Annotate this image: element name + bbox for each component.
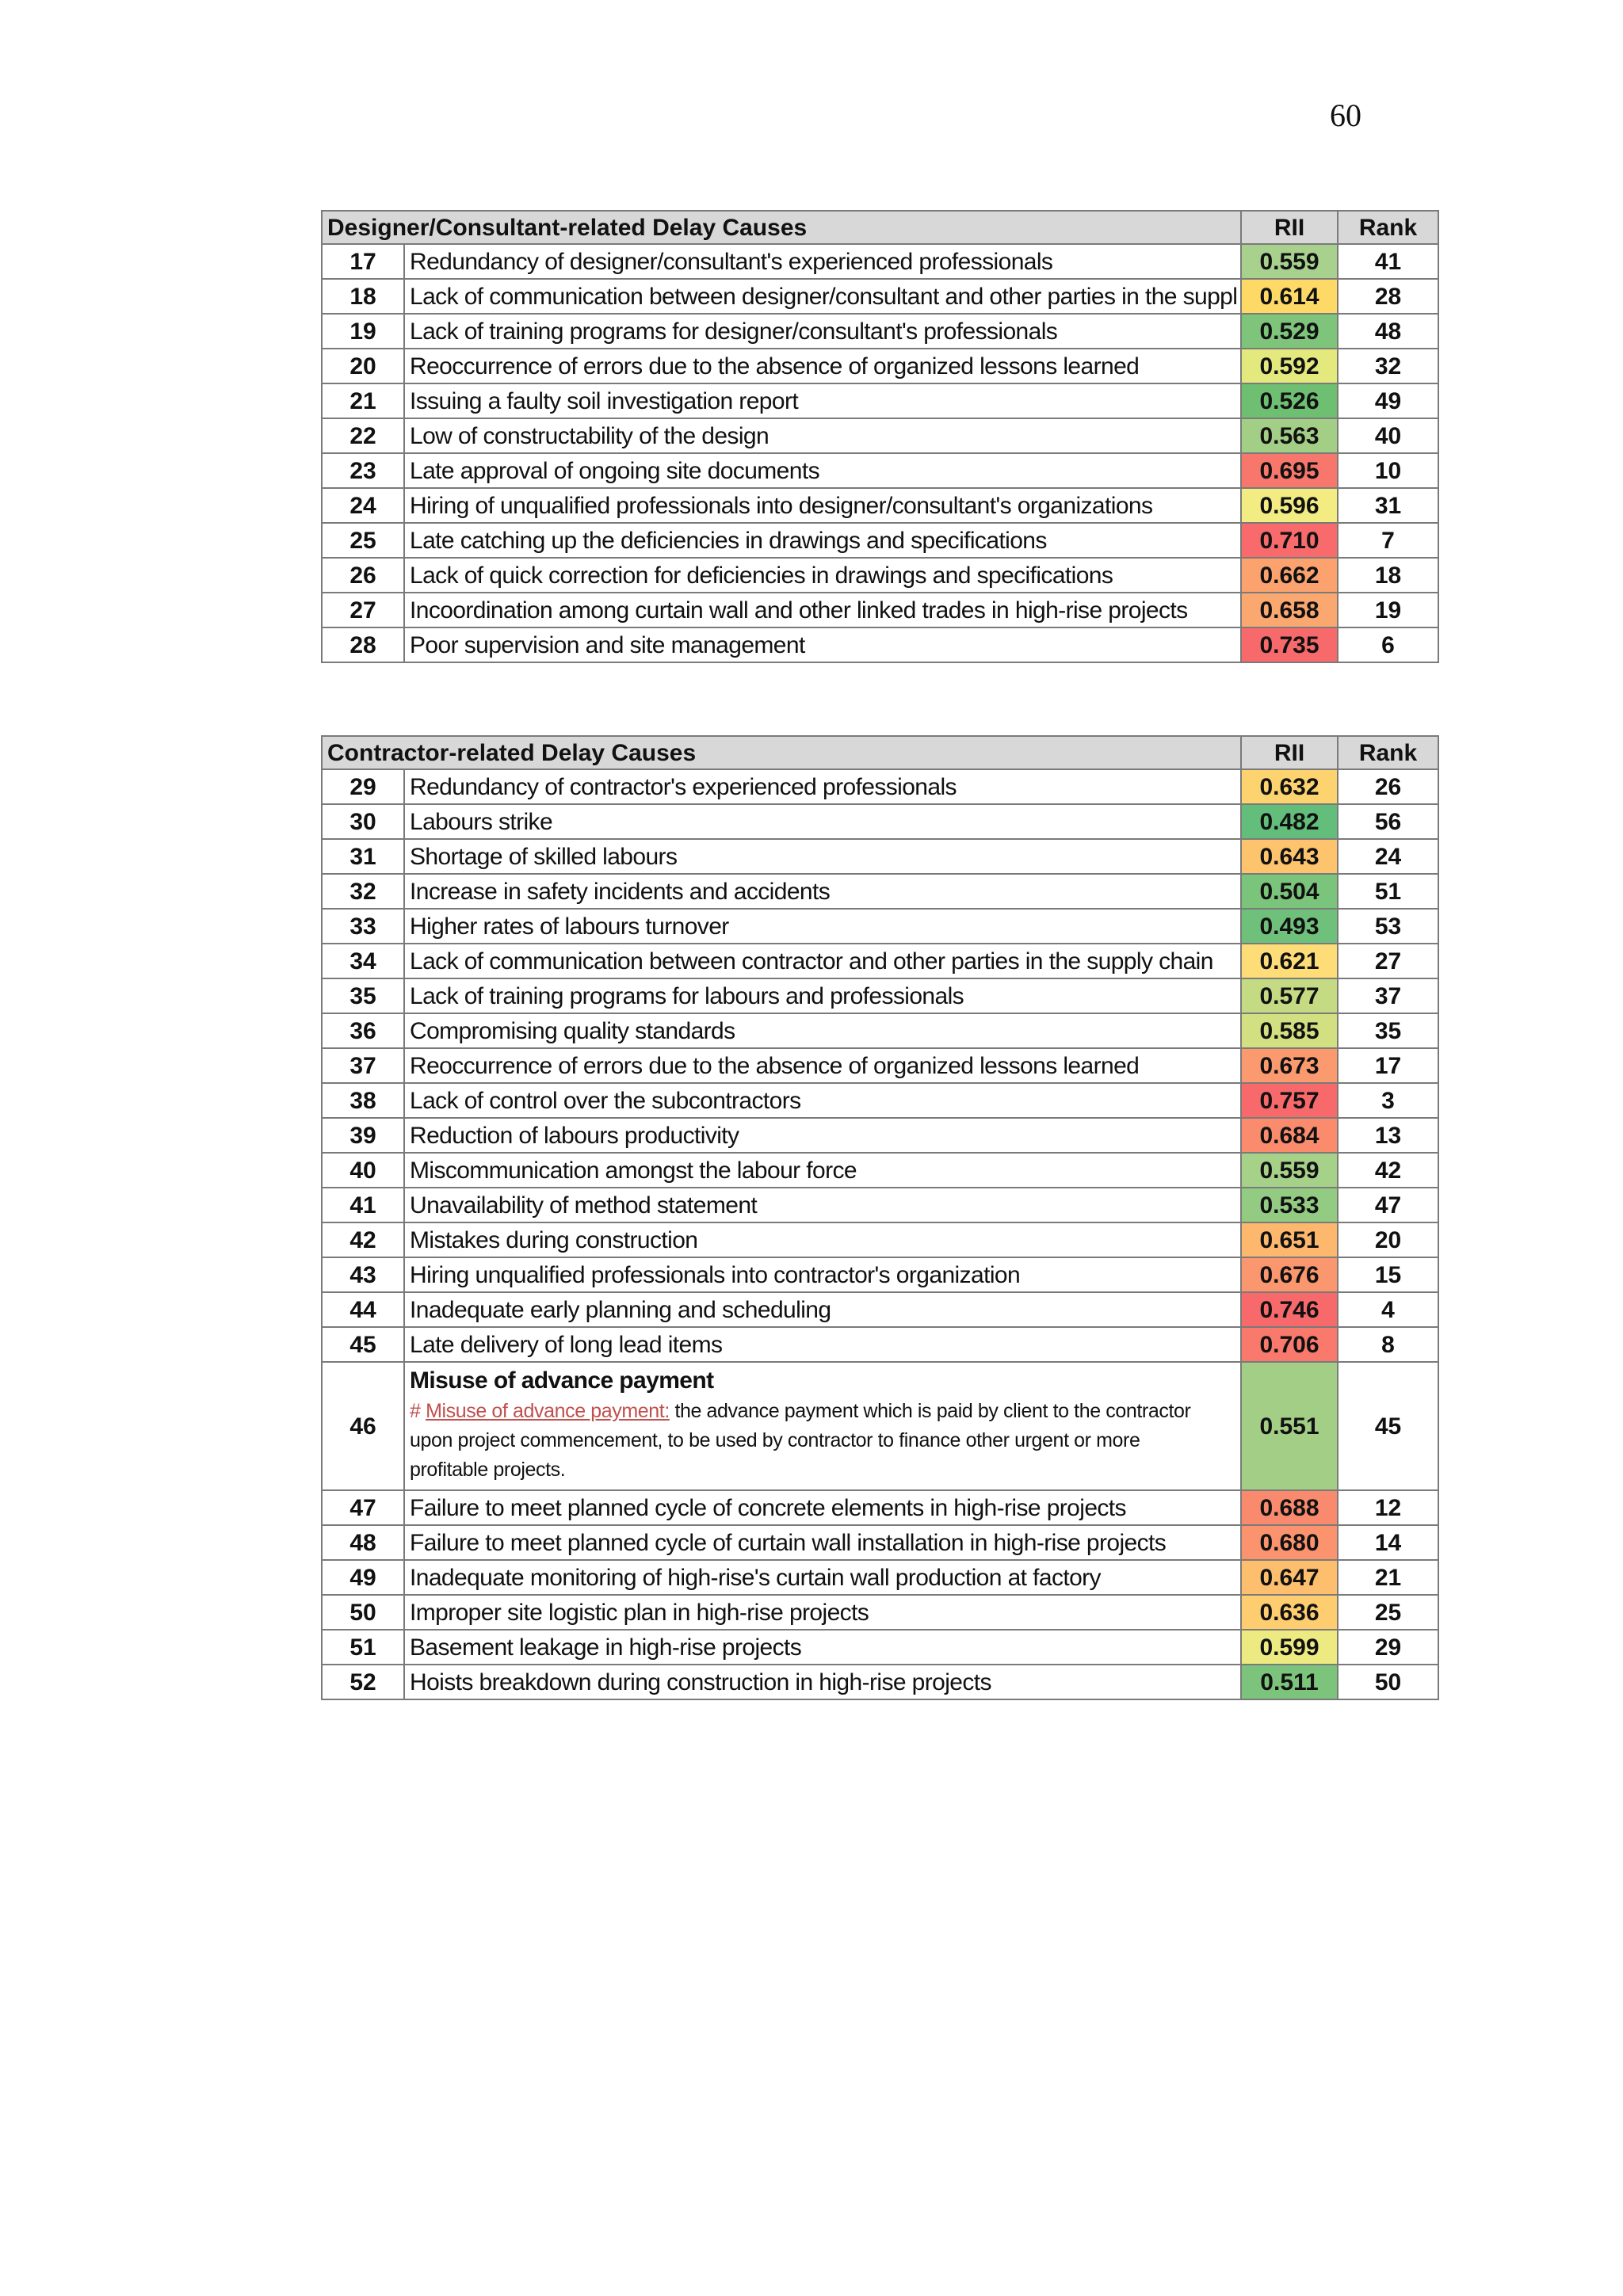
table-row <box>322 488 1438 523</box>
rii-value: 0.658 <box>1241 593 1338 627</box>
rank-value: 6 <box>1338 627 1438 662</box>
rii-value: 0.680 <box>1241 1525 1338 1560</box>
rank-column-header: Rank <box>1338 211 1438 244</box>
definition-term: Misuse of advance payment: <box>426 1400 670 1422</box>
cause-number: 38 <box>322 1083 404 1118</box>
rii-value: 0.511 <box>1241 1665 1338 1699</box>
cause-description: Basement leakage in high-rise projects <box>404 1630 1241 1665</box>
rank-value: 56 <box>1338 804 1438 839</box>
table-row <box>322 453 1438 488</box>
cause-description: Inadequate early planning and scheduling <box>404 1292 1241 1327</box>
rii-column-header: RII <box>1241 736 1338 769</box>
rank-column-header: Rank <box>1338 736 1438 769</box>
cause-description: Lack of control over the subcontractors <box>404 1083 1241 1118</box>
definition-line <box>410 1397 1235 1426</box>
cause-description: Improper site logistic plan in high-rise projects <box>404 1595 1241 1630</box>
table-row <box>322 874 1438 909</box>
table-row <box>322 593 1438 627</box>
cause-number: 48 <box>322 1525 404 1560</box>
rank-value: 49 <box>1338 383 1438 418</box>
cause-number: 33 <box>322 909 404 944</box>
table-row <box>322 804 1438 839</box>
rank-value: 42 <box>1338 1153 1438 1188</box>
cause-description: Reoccurrence of errors due to the absence of organized lessons learned <box>404 349 1241 383</box>
rii-value: 0.636 <box>1241 1595 1338 1630</box>
cause-number: 30 <box>322 804 404 839</box>
cause-description: Redundancy of designer/consultant's experienced professionals <box>404 244 1241 279</box>
cause-number: 31 <box>322 839 404 874</box>
rii-value: 0.614 <box>1241 279 1338 314</box>
rii-value: 0.695 <box>1241 453 1338 488</box>
cause-number: 28 <box>322 627 404 662</box>
rii-value: 0.529 <box>1241 314 1338 349</box>
table-row <box>322 1490 1438 1525</box>
cause-description: Lack of training programs for labours and professionals <box>404 978 1241 1013</box>
rank-value: 37 <box>1338 978 1438 1013</box>
rank-value: 31 <box>1338 488 1438 523</box>
rank-value: 24 <box>1338 839 1438 874</box>
table-row <box>322 909 1438 944</box>
contractor-delay-table <box>321 735 1439 1700</box>
cause-number: 20 <box>322 349 404 383</box>
rank-value: 25 <box>1338 1595 1438 1630</box>
designer-table-body <box>322 211 1438 662</box>
cause-description: Issuing a faulty soil investigation report <box>404 383 1241 418</box>
rii-value: 0.746 <box>1241 1292 1338 1327</box>
cause-number: 47 <box>322 1490 404 1525</box>
cause-description: Increase in safety incidents and accidents <box>404 874 1241 909</box>
rii-value: 0.757 <box>1241 1083 1338 1118</box>
table-row <box>322 418 1438 453</box>
cause-description <box>404 1362 1241 1490</box>
rii-value: 0.673 <box>1241 1048 1338 1083</box>
cause-description: Shortage of skilled labours <box>404 839 1241 874</box>
table-row <box>322 1595 1438 1630</box>
cause-description: Reduction of labours productivity <box>404 1118 1241 1153</box>
rank-value: 20 <box>1338 1222 1438 1257</box>
rii-value: 0.651 <box>1241 1222 1338 1257</box>
table-row <box>322 314 1438 349</box>
rank-value: 21 <box>1338 1560 1438 1595</box>
table-row <box>322 769 1438 804</box>
rank-value: 51 <box>1338 874 1438 909</box>
cause-description: Lack of training programs for designer/consultant's professionals <box>404 314 1241 349</box>
rank-value: 41 <box>1338 244 1438 279</box>
rank-value: 29 <box>1338 1630 1438 1665</box>
table-row <box>322 1630 1438 1665</box>
table-row <box>322 1327 1438 1362</box>
rii-value: 0.643 <box>1241 839 1338 874</box>
rii-value: 0.688 <box>1241 1490 1338 1525</box>
cause-description: Mistakes during construction <box>404 1222 1241 1257</box>
designer-table-title: Designer/Consultant-related Delay Causes <box>322 211 1241 244</box>
cause-description: Labours strike <box>404 804 1241 839</box>
rank-value: 10 <box>1338 453 1438 488</box>
cause-description: Late delivery of long lead items <box>404 1327 1241 1362</box>
cause-description: Lack of communication between contractor and other parties in the supply chain <box>404 944 1241 978</box>
cause-description: Miscommunication amongst the labour force <box>404 1153 1241 1188</box>
table-row <box>322 839 1438 874</box>
cause-number: 32 <box>322 874 404 909</box>
rank-value: 35 <box>1338 1013 1438 1048</box>
rii-value: 0.526 <box>1241 383 1338 418</box>
table-row <box>322 1665 1438 1699</box>
table-row <box>322 1013 1438 1048</box>
page-number: 60 <box>1330 97 1361 133</box>
cause-description: Inadequate monitoring of high-rise's curtain wall production at factory <box>404 1560 1241 1595</box>
rii-value: 0.551 <box>1241 1362 1338 1490</box>
rank-value: 48 <box>1338 314 1438 349</box>
table-row <box>322 1257 1438 1292</box>
contractor-table-title: Contractor-related Delay Causes <box>322 736 1241 769</box>
cause-number: 36 <box>322 1013 404 1048</box>
rank-value: 50 <box>1338 1665 1438 1699</box>
rii-value: 0.559 <box>1241 1153 1338 1188</box>
rank-value: 53 <box>1338 909 1438 944</box>
cause-number: 34 <box>322 944 404 978</box>
definition-text: the advance payment which is paid by client to the contractor <box>674 1400 1191 1422</box>
table-row <box>322 1118 1438 1153</box>
rii-value: 0.676 <box>1241 1257 1338 1292</box>
cause-number: 29 <box>322 769 404 804</box>
cause-description: Late catching up the deficiencies in drawings and specifications <box>404 523 1241 558</box>
cause-description: Low of constructability of the design <box>404 418 1241 453</box>
cause-description: Unavailability of method statement <box>404 1188 1241 1222</box>
rank-value: 8 <box>1338 1327 1438 1362</box>
rii-value: 0.559 <box>1241 244 1338 279</box>
rank-value: 45 <box>1338 1362 1438 1490</box>
cause-number: 46 <box>322 1362 404 1490</box>
cause-description: Hiring of unqualified professionals into designer/consultant's organizations <box>404 488 1241 523</box>
rank-value: 32 <box>1338 349 1438 383</box>
table-row <box>322 558 1438 593</box>
table-row <box>322 279 1438 314</box>
cause-description: Incoordination among curtain wall and other linked trades in high-rise projects <box>404 593 1241 627</box>
definition-line: profitable projects. <box>410 1459 566 1481</box>
rii-value: 0.563 <box>1241 418 1338 453</box>
table-row <box>322 1362 1438 1490</box>
rank-value: 40 <box>1338 418 1438 453</box>
rank-value: 28 <box>1338 279 1438 314</box>
cause-number: 24 <box>322 488 404 523</box>
cause-description: Redundancy of contractor's experienced professionals <box>404 769 1241 804</box>
cause-number: 35 <box>322 978 404 1013</box>
table-row <box>322 1188 1438 1222</box>
cause-number: 44 <box>322 1292 404 1327</box>
rank-value: 19 <box>1338 593 1438 627</box>
rank-value: 4 <box>1338 1292 1438 1327</box>
cause-description: Reoccurrence of errors due to the absence of organized lessons learned <box>404 1048 1241 1083</box>
rank-value: 14 <box>1338 1525 1438 1560</box>
contractor-table-body <box>322 736 1438 1699</box>
cause-number: 45 <box>322 1327 404 1362</box>
cause-description: Hoists breakdown during construction in high-rise projects <box>404 1665 1241 1699</box>
cause-number: 49 <box>322 1560 404 1595</box>
rank-value: 47 <box>1338 1188 1438 1222</box>
rii-value: 0.684 <box>1241 1118 1338 1153</box>
rii-value: 0.533 <box>1241 1188 1338 1222</box>
table-row <box>322 1560 1438 1595</box>
cause-number: 41 <box>322 1188 404 1222</box>
table-row <box>322 349 1438 383</box>
rii-value: 0.735 <box>1241 627 1338 662</box>
cause-number: 18 <box>322 279 404 314</box>
cause-description: Lack of communication between designer/consultant and other parties in the suppl <box>404 279 1241 314</box>
table-row <box>322 627 1438 662</box>
rii-value: 0.710 <box>1241 523 1338 558</box>
rank-value: 3 <box>1338 1083 1438 1118</box>
cause-description: Lack of quick correction for deficiencies in drawings and specifications <box>404 558 1241 593</box>
rii-value: 0.482 <box>1241 804 1338 839</box>
rii-value: 0.599 <box>1241 1630 1338 1665</box>
cause-description: Compromising quality standards <box>404 1013 1241 1048</box>
rank-value: 27 <box>1338 944 1438 978</box>
cause-number: 25 <box>322 523 404 558</box>
rii-value: 0.493 <box>1241 909 1338 944</box>
rank-value: 13 <box>1338 1118 1438 1153</box>
table-row <box>322 1048 1438 1083</box>
cause-number: 39 <box>322 1118 404 1153</box>
cause-description: Hiring unqualified professionals into contractor's organization <box>404 1257 1241 1292</box>
cause-description: Higher rates of labours turnover <box>404 909 1241 944</box>
note-marker: # <box>410 1400 421 1422</box>
rii-value: 0.585 <box>1241 1013 1338 1048</box>
cause-number: 50 <box>322 1595 404 1630</box>
cause-title: Misuse of advance payment <box>410 1367 714 1394</box>
cause-number: 27 <box>322 593 404 627</box>
designer-table-header <box>322 211 1438 244</box>
cause-number: 37 <box>322 1048 404 1083</box>
rii-value: 0.621 <box>1241 944 1338 978</box>
cause-number: 19 <box>322 314 404 349</box>
rii-value: 0.662 <box>1241 558 1338 593</box>
table-row <box>322 944 1438 978</box>
table-row <box>322 1222 1438 1257</box>
rii-column-header: RII <box>1241 211 1338 244</box>
cause-number: 23 <box>322 453 404 488</box>
cause-number: 21 <box>322 383 404 418</box>
cause-number: 22 <box>322 418 404 453</box>
rank-value: 26 <box>1338 769 1438 804</box>
cause-description: Failure to meet planned cycle of curtain wall installation in high-rise projects <box>404 1525 1241 1560</box>
table-row <box>322 383 1438 418</box>
rii-value: 0.706 <box>1241 1327 1338 1362</box>
definition-line: upon project commencement, to be used by contractor to finance other urgent or more <box>410 1429 1140 1451</box>
table-row <box>322 523 1438 558</box>
rank-value: 18 <box>1338 558 1438 593</box>
designer-delay-table <box>321 210 1439 663</box>
table-row <box>322 1525 1438 1560</box>
rii-value: 0.632 <box>1241 769 1338 804</box>
cause-number: 51 <box>322 1630 404 1665</box>
rii-value: 0.592 <box>1241 349 1338 383</box>
table-row <box>322 244 1438 279</box>
cause-number: 26 <box>322 558 404 593</box>
rii-value: 0.647 <box>1241 1560 1338 1595</box>
table-row <box>322 978 1438 1013</box>
cause-number: 42 <box>322 1222 404 1257</box>
cause-number: 43 <box>322 1257 404 1292</box>
rii-value: 0.596 <box>1241 488 1338 523</box>
cause-description: Poor supervision and site management <box>404 627 1241 662</box>
rank-value: 15 <box>1338 1257 1438 1292</box>
rank-value: 12 <box>1338 1490 1438 1525</box>
cause-number: 40 <box>322 1153 404 1188</box>
table-row <box>322 1292 1438 1327</box>
cause-number: 52 <box>322 1665 404 1699</box>
cause-description: Late approval of ongoing site documents <box>404 453 1241 488</box>
rank-value: 7 <box>1338 523 1438 558</box>
table-row <box>322 1153 1438 1188</box>
cause-number: 17 <box>322 244 404 279</box>
rank-value: 17 <box>1338 1048 1438 1083</box>
table-row <box>322 1083 1438 1118</box>
cause-description: Failure to meet planned cycle of concrete elements in high-rise projects <box>404 1490 1241 1525</box>
rii-value: 0.504 <box>1241 874 1338 909</box>
rii-value: 0.577 <box>1241 978 1338 1013</box>
contractor-table-header <box>322 736 1438 769</box>
